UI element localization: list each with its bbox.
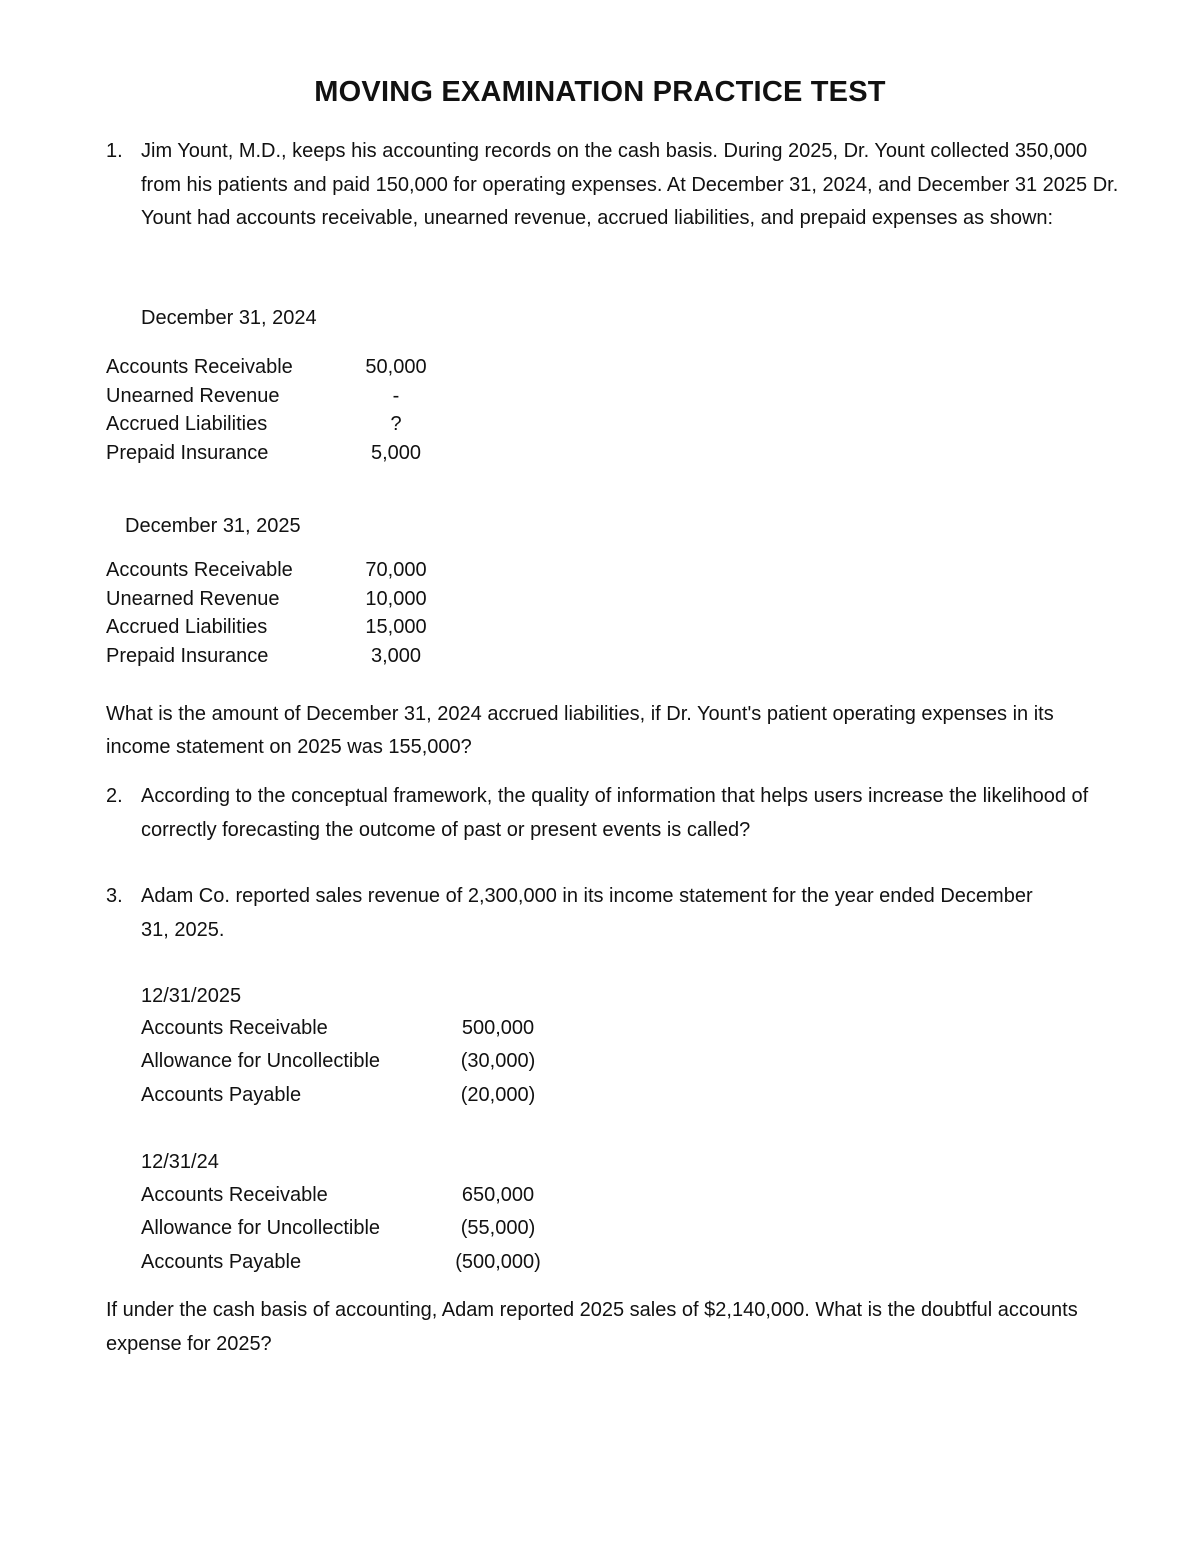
- q3-table-2024-values: [446, 1179, 550, 1279]
- q1-table-2024-heading: December 31, 2024: [141, 307, 317, 329]
- question-3-prompt: If under the cash basis of accounting, Adam reported 2025 sales of $2,140,000. What is the doubtful accounts expense for 2025?: [106, 1299, 1078, 1355]
- row-value: 15,000: [365, 616, 427, 638]
- row-label: Accrued Liabilities: [106, 616, 268, 638]
- question-1-prompt: What is the amount of December 31, 2024 accrued liabilities, if Dr. Yount's patient operating expenses in its income statement on 2025 was 155,000?: [106, 703, 1054, 758]
- row-label: Accounts Receivable: [106, 356, 293, 378]
- row-label: Accounts Receivable: [106, 559, 293, 581]
- row-value: (30,000): [460, 1050, 536, 1073]
- question-3-number: 3.: [106, 885, 123, 907]
- q3-table-2025-labels: [141, 1012, 380, 1112]
- row-label: Accounts Receivable: [141, 1017, 328, 1039]
- question-2-number: 2.: [106, 785, 123, 807]
- q1-table-2025-values: [358, 556, 434, 670]
- q3-table-2024-heading: 12/31/24: [141, 1151, 219, 1173]
- row-value: 10,000: [365, 587, 427, 610]
- q1-table-2025-labels: [106, 556, 293, 670]
- row-value: 50,000: [365, 356, 427, 378]
- row-label: Unearned Revenue: [106, 587, 280, 610]
- question-1-number: 1.: [106, 140, 123, 162]
- row-label: Allowance for Uncollectible: [141, 1050, 381, 1073]
- row-label: Accounts Payable: [141, 1250, 302, 1273]
- q1-table-2025-heading: December 31, 2025: [125, 515, 301, 537]
- page-title: MOVING EXAMINATION PRACTICE TEST: [314, 76, 886, 108]
- row-label: Accounts Payable: [141, 1083, 302, 1106]
- row-label: Prepaid Insurance: [106, 644, 269, 667]
- row-value: 70,000: [365, 559, 427, 581]
- question-2-text: According to the conceptual framework, the quality of information that helps users increase the likelihood of correctly forecasting the outcome of past or present events is called?: [141, 785, 1089, 841]
- q3-table-2025-values: [446, 1012, 550, 1112]
- row-label: Accounts Receivable: [141, 1184, 328, 1206]
- q1-table-2024-values: [358, 353, 434, 467]
- q3-table-2025-heading: 12/31/2025: [141, 985, 242, 1007]
- row-value: (500,000): [455, 1250, 541, 1273]
- row-label: Prepaid Insurance: [106, 441, 269, 464]
- row-value: 5,000: [370, 441, 422, 464]
- q3-table-2024-labels: [141, 1179, 380, 1279]
- row-value: 650,000: [461, 1184, 535, 1206]
- row-value: (55,000): [460, 1217, 536, 1240]
- q1-table-2024-labels: [106, 353, 293, 467]
- row-label: Unearned Revenue: [106, 384, 280, 407]
- question-1-text: Jim Yount, M.D., keeps his accounting records on the cash basis. During 2025, Dr. Yount collected 350,000 from his patients and paid 150,000 for operating expenses. At December 31, 2024, and December 31 2025 Dr. Yount had accounts receivable, unearned revenue, accrued liabilities, and prepaid expenses as shown:: [141, 140, 1119, 229]
- row-value: 500,000: [461, 1017, 535, 1039]
- row-value: (20,000): [460, 1083, 536, 1106]
- row-value: -: [392, 384, 400, 407]
- row-label: Allowance for Uncollectible: [141, 1217, 381, 1240]
- row-value: ?: [390, 413, 402, 435]
- question-3-text: Adam Co. reported sales revenue of 2,300,000 in its income statement for the year ended December 31, 2025.: [141, 885, 1033, 941]
- row-label: Accrued Liabilities: [106, 413, 268, 435]
- row-value: 3,000: [370, 644, 422, 667]
